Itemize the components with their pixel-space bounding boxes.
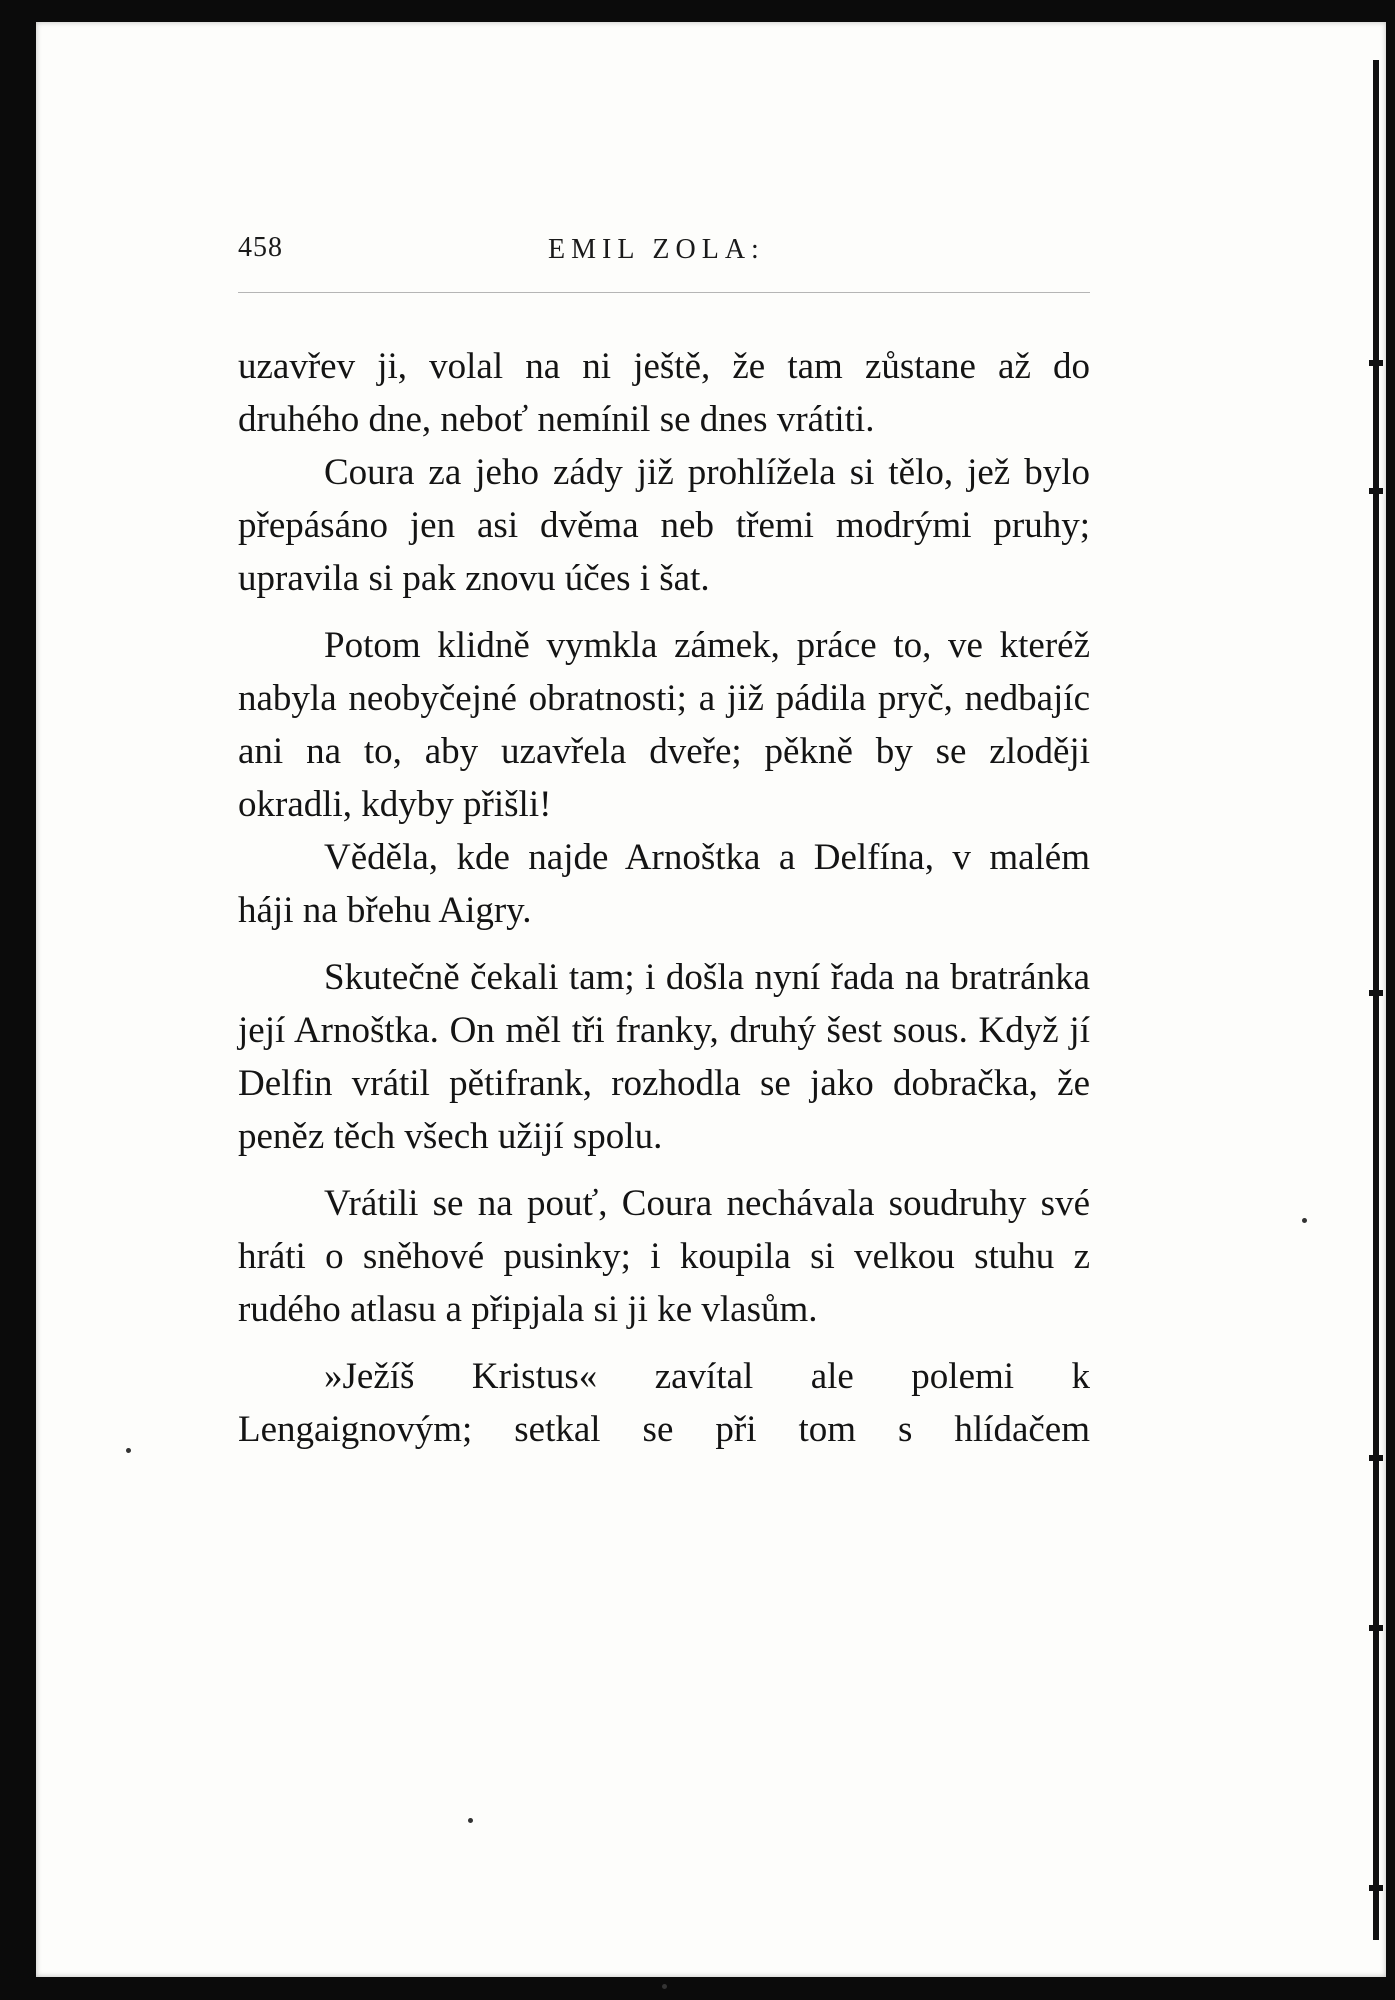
- binding-mark: [1369, 1625, 1383, 1631]
- paper-speck: [662, 1984, 667, 1989]
- paragraph: Coura za jeho zády již prohlížela si tělo, jež bylo přepásáno jen asi dvěma neb třemi modrými pruhy; upravila si pak znovu účes i šat.: [238, 452, 1090, 599]
- binding-mark: [1369, 990, 1383, 996]
- paragraph: »Ježíš Kristus« zavítal ale polemi k Lengaignovým; setkal se při tom s hlídačem: [238, 1356, 1090, 1450]
- binding-mark: [1369, 488, 1383, 494]
- page-number: 458: [238, 232, 283, 263]
- header-rule: [238, 292, 1090, 293]
- body-text: [238, 340, 1090, 1456]
- paragraph: Skutečně čekali tam; i došla nyní řada na bratránka její Arnoštka. On měl tři franky, druhý šest sous. Když jí Delfin vrátil pětifrank, rozhodla se jako dobračka, že peněz těch všech užijí spolu.: [238, 957, 1090, 1157]
- paper-speck: [126, 1448, 131, 1453]
- paragraph: uzavřev ji, volal na ni ještě, že tam zůstane až do druhého dne, neboť nemínil se dnes vrátiti.: [238, 346, 1090, 440]
- binding-mark: [1369, 1885, 1383, 1891]
- paper-speck: [468, 1818, 473, 1823]
- binding-mark: [1369, 1455, 1383, 1461]
- paper-speck: [1302, 1218, 1307, 1223]
- binding-edge: [1373, 60, 1379, 1940]
- binding-mark: [1369, 360, 1383, 366]
- paragraph: Potom klidně vymkla zámek, práce to, ve kteréž nabyla neobyčejné obratnosti; a již pádila pryč, nedbajíc ani na to, aby uzavřela dveře; pěkně by se zloději okradli, kdyby přišli!: [238, 625, 1090, 825]
- paragraph: Vrátili se na pouť, Coura nechávala soudruhy své hráti o sněhové pusinky; i koupila si velkou stuhu z rudého atlasu a připjala si ji ke vlasům.: [238, 1183, 1090, 1330]
- page-header: [238, 232, 1090, 272]
- paragraph: Věděla, kde najde Arnoštka a Delfína, v malém háji na břehu Aigry.: [238, 837, 1090, 931]
- running-head: EMIL ZOLA:: [548, 234, 765, 265]
